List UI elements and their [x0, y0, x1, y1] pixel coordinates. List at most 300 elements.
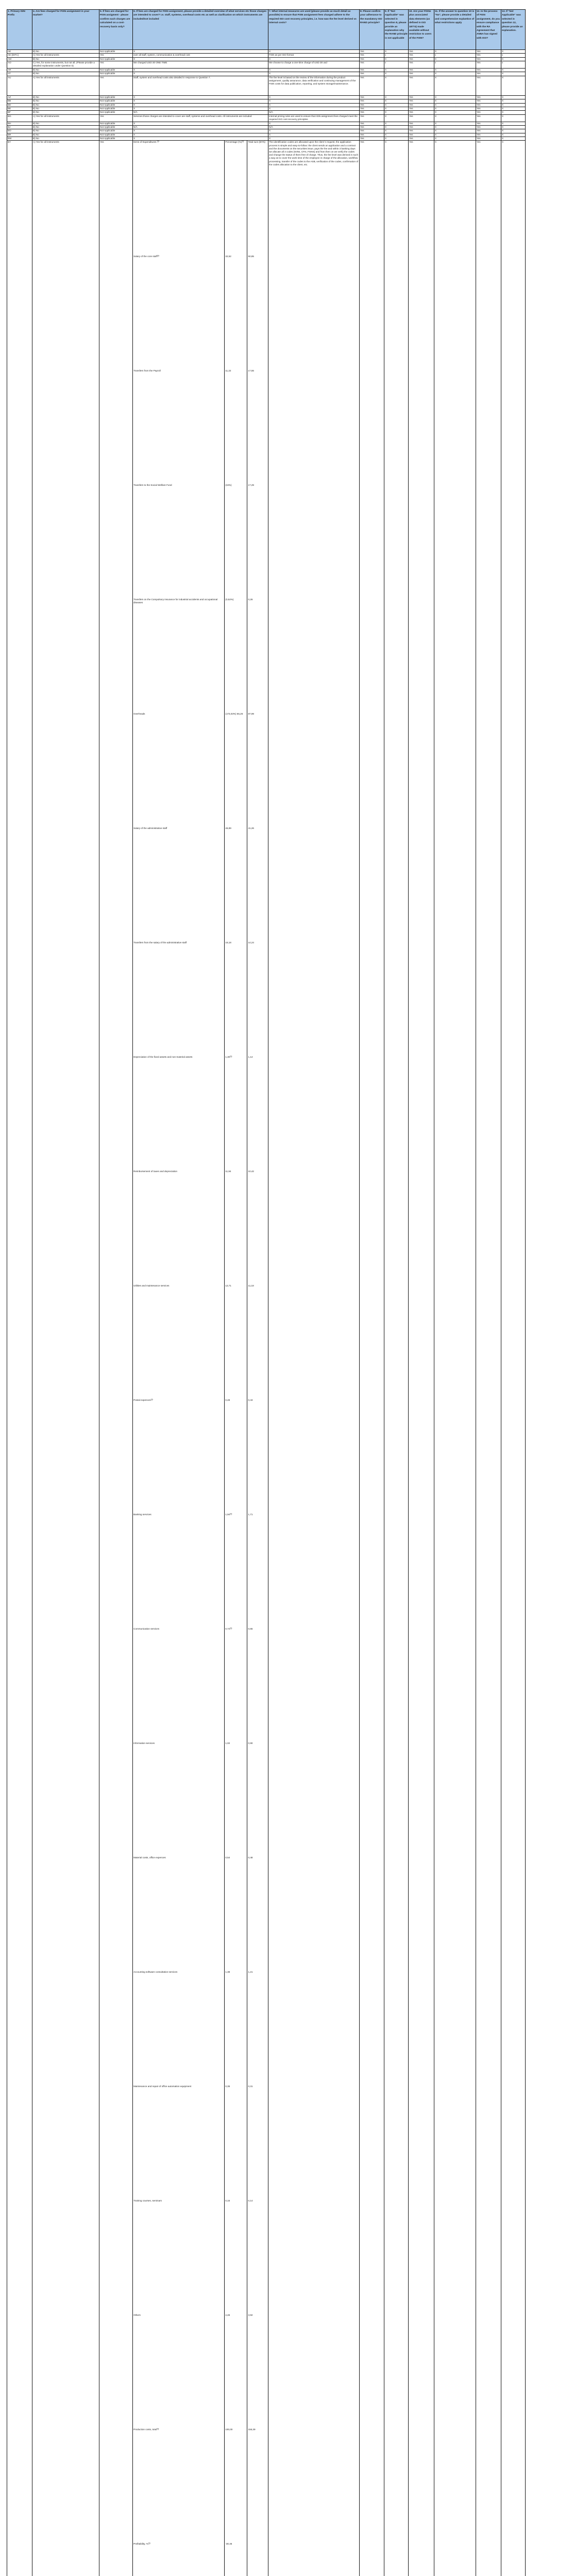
cell-q12[interactable]: Yes: [476, 133, 501, 137]
cell-isin-prefix[interactable]: BG: [7, 114, 32, 122]
cell-q12[interactable]: Yes: [476, 137, 501, 141]
cell-q7[interactable]: X: [268, 50, 360, 54]
cell-q10[interactable]: Yes: [409, 129, 434, 133]
expenditure-percentage: 16,18: [225, 941, 247, 1056]
cell-q11[interactable]: X: [434, 133, 476, 137]
cell-q7[interactable]: Internal pricing rules are used to ensure that ISIN assignment fees charged meet the required ISO cost recovery principles.: [268, 114, 360, 122]
expenditure-row: [133, 1513, 267, 1628]
cell-q7[interactable]: N/A: [268, 125, 360, 129]
cell-q8[interactable]: Yes: [360, 114, 384, 122]
cell-isin-prefix[interactable]: AE (DIFC): [7, 54, 32, 57]
cell-q7[interactable]: The fee level is based on the review of the information during the product assignment, quality assurance, data verification and continuing management of the FISN costs for data publication, reporting, and system storage/maintenance.: [268, 76, 360, 95]
cell-isin-prefix[interactable]: AR: [7, 68, 32, 72]
cell-q11[interactable]: X: [434, 103, 476, 107]
cell-q5[interactable]: Yes: [99, 76, 133, 95]
cell-q4[interactable]: A) Yes for all instruments: [32, 76, 99, 95]
table-body: [7, 50, 526, 2576]
expenditure-item: Salary of the administrative staff: [133, 827, 225, 941]
expenditure-item: Banking services: [133, 1513, 225, 1628]
expenditure-row: [133, 255, 267, 369]
cell-q4[interactable]: B) No: [32, 68, 99, 72]
cell-q13[interactable]: X: [501, 103, 526, 107]
cell-q6[interactable]: N/A: [133, 125, 268, 129]
cell-q6[interactable]: X: [133, 68, 268, 72]
cell-q10[interactable]: Yes: [409, 50, 434, 54]
cell-q7[interactable]: X: [268, 72, 360, 76]
header-q5: 5. If fees are charged for FISN assigment - please confirm such charges are calculated on a cost-recovery basis only?: [99, 10, 133, 50]
cell-q9[interactable]: X: [384, 129, 409, 133]
cell-q10[interactable]: Yes: [409, 125, 434, 129]
cell-q6[interactable]: X: [133, 103, 268, 107]
cell-q13[interactable]: X: [501, 99, 526, 103]
cell-q12[interactable]: Yes: [476, 68, 501, 72]
cell-q8[interactable]: Yes: [360, 57, 384, 61]
cell-q5[interactable]: Not Applicable: [99, 111, 133, 114]
cell-q9[interactable]: X: [384, 141, 409, 2576]
cell-q6[interactable]: X: [133, 57, 268, 61]
expenditure-total: 0,90: [247, 1742, 267, 1856]
cell-isin-prefix[interactable]: AE: [7, 50, 32, 54]
cell-isin-prefix[interactable]: BF: [7, 111, 32, 114]
expenditure-header-row: [133, 141, 267, 255]
expenditure-percentage: Percentage (%)⁇: [225, 141, 247, 255]
cell-q4[interactable]: A) Yes for all instruments: [32, 54, 99, 57]
cell-q12[interactable]: Yes: [476, 99, 501, 103]
cell-q4[interactable]: B) No: [32, 50, 99, 54]
expenditure-percentage: 0,16: [225, 2199, 247, 2314]
cell-q6[interactable]: Staff, system and overhead costs also detailed in response to Question 7.: [133, 76, 268, 95]
expenditure-percentage: 0,35: [225, 2085, 247, 2199]
cell-q6[interactable]: We charged USD 30 ONE TIME: [133, 61, 268, 69]
header-q13: 13. If "Not Applicable" was selected in question 12, please provide an explanation.: [501, 10, 526, 50]
cell-q11[interactable]: X: [434, 107, 476, 110]
cell-q4[interactable]: B) No: [32, 137, 99, 141]
survey-table: [7, 9, 526, 2576]
cell-q11[interactable]: X: [434, 125, 476, 129]
cell-q6[interactable]: N/A: [133, 111, 268, 114]
header-q6: 6. If fees are charged for FISN assignment, please provide a detailed overview of what services etc those charges are intended to cover? I.e. staff, systems, overhead costs etc as well as clarification on which instruments are included/not included: [133, 10, 268, 50]
cell-q11[interactable]: X: [434, 76, 476, 95]
expenditure-row: [133, 1170, 267, 1284]
cell-q5[interactable]: Yes: [99, 141, 133, 2576]
cell-isin-prefix[interactable]: AM: [7, 57, 32, 61]
table-row: [7, 111, 526, 114]
cell-q6[interactable]: X: [133, 107, 268, 110]
cell-isin-prefix[interactable]: AT: [7, 72, 32, 76]
cell-q5[interactable]: Not Applicable: [99, 137, 133, 141]
cell-q10[interactable]: Yes: [409, 137, 434, 141]
expenditure-total: 10,42: [247, 1170, 267, 1284]
cell-q7[interactable]: X: [268, 57, 360, 61]
cell-q12[interactable]: Yes: [476, 122, 501, 125]
cell-isin-prefix[interactable]: AU: [7, 76, 32, 95]
cell-q4[interactable]: B) No: [32, 107, 99, 110]
cell-isin-prefix[interactable]: BB: [7, 99, 32, 103]
cell-q13[interactable]: X: [501, 95, 526, 99]
cell-q7[interactable]: N/A: [268, 111, 360, 114]
cell-q4[interactable]: B) No: [32, 133, 99, 137]
expenditure-breakdown-table: [133, 141, 267, 2576]
cell-q9[interactable]: X: [384, 133, 409, 137]
cell-q4[interactable]: B) No: [32, 125, 99, 129]
cell-q10[interactable]: Yes: [409, 111, 434, 114]
table-row: [7, 57, 526, 61]
cell-q5[interactable]: Not Applicable: [99, 57, 133, 61]
cell-q12[interactable]: Yes: [476, 103, 501, 107]
cell-q6[interactable]: X: [133, 50, 268, 54]
expenditure-item: Maintenance and repair of office automation equipment: [133, 2085, 225, 2199]
cell-q9[interactable]: X: [384, 68, 409, 72]
cell-q7[interactable]: X: [268, 129, 360, 133]
cell-q10[interactable]: Yes: [409, 107, 434, 110]
cell-q8[interactable]: Yes: [360, 99, 384, 103]
cell-q6[interactable]: X: [133, 99, 268, 103]
table-row: [7, 103, 526, 107]
expenditure-row: [133, 2085, 267, 2199]
cell-q8[interactable]: Yes: [360, 68, 384, 72]
expenditure-total: 0,26: [247, 598, 267, 713]
cell-q13[interactable]: X: [501, 57, 526, 61]
table-row: [7, 125, 526, 129]
expenditure-percentage: 4,46: [225, 2314, 247, 2428]
expenditure-item: Items of Expenditures ⁇: [133, 141, 225, 255]
cell-q8[interactable]: Yes: [360, 95, 384, 99]
cell-q13[interactable]: X: [501, 72, 526, 76]
cell-q5[interactable]: Yes: [99, 114, 133, 122]
cell-q9[interactable]: X: [384, 103, 409, 107]
header-q11: 11. If the answer to question 10 is "No", please provide a detailed and comprehensive explantion of what restrictions apply: [434, 10, 476, 50]
cell-q11[interactable]: X: [434, 72, 476, 76]
cell-q10[interactable]: Yes: [409, 99, 434, 103]
expenditure-item: Transfers from the Payroll: [133, 369, 225, 484]
cell-isin-prefix[interactable]: BO: [7, 129, 32, 133]
table-row: [7, 95, 526, 99]
cell-q4[interactable]: A) Yes for all instruments: [32, 114, 99, 122]
cell-q12[interactable]: Yes: [476, 57, 501, 61]
expenditure-row: [133, 941, 267, 1056]
expenditure-row: [133, 1971, 267, 2085]
expenditure-item: Overheads: [133, 713, 225, 827]
cell-q9[interactable]: X: [384, 72, 409, 76]
cell-q8[interactable]: Yes: [360, 125, 384, 129]
cell-q13[interactable]: X: [501, 107, 526, 110]
cell-q8[interactable]: Yes: [360, 111, 384, 114]
cell-q9[interactable]: X: [384, 137, 409, 141]
header-q4: 4. Are fees charged for FISN assignment in your market?: [32, 10, 99, 50]
cell-q8[interactable]: Yes: [360, 107, 384, 110]
cell-q5[interactable]: Not Applicable: [99, 133, 133, 137]
cell-q13[interactable]: X: [501, 50, 526, 54]
expenditure-item: Transfers on the Compulsory insurance for industrial accidents and occupational diseases: [133, 598, 225, 713]
table-row: [7, 68, 526, 72]
expenditure-item: Production costs, total⁇: [133, 2428, 225, 2543]
cell-isin-prefix[interactable]: BD: [7, 103, 32, 107]
cell-isin-prefix[interactable]: BJ: [7, 125, 32, 129]
expenditure-percentage: (0,52%): [225, 598, 247, 713]
cell-q7[interactable]: We choose to charge a one-time charge of USD 30 usd: [268, 61, 360, 69]
cell-q13[interactable]: X: [501, 122, 526, 125]
cell-q9[interactable]: X: [384, 76, 409, 95]
cell-q11[interactable]: X: [434, 122, 476, 125]
cell-q11[interactable]: X: [434, 95, 476, 99]
expenditure-percentage: -30,46: [225, 2543, 247, 2576]
cell-q5[interactable]: Not Applicable: [99, 129, 133, 133]
table-row: [7, 129, 526, 133]
cell-q8[interactable]: Yes: [360, 129, 384, 133]
cell-q4[interactable]: B) No: [32, 129, 99, 133]
cell-q12[interactable]: Yes: [476, 114, 501, 122]
cell-q10[interactable]: Yes: [409, 61, 434, 69]
cell-q11[interactable]: x: [434, 54, 476, 57]
table-row: [7, 99, 526, 103]
expenditure-row: [133, 484, 267, 598]
cell-q13[interactable]: X: [501, 114, 526, 122]
cell-q9[interactable]: X: [384, 99, 409, 103]
expenditure-item: Transfers from the salary of the administrative staff: [133, 941, 225, 1056]
cell-q7[interactable]: X: [268, 137, 360, 141]
cell-q9[interactable]: X: [384, 50, 409, 54]
expenditure-row: [133, 369, 267, 484]
cell-q10[interactable]: Yes: [409, 133, 434, 137]
expenditure-percentage: 0,74⁇: [225, 1628, 247, 1742]
cell-isin-prefix[interactable]: BH: [7, 122, 32, 125]
cell-q7[interactable]: The identification codes are allocated upon the client`s request, the application process is simple and easy-to-follow: the client sends an application and a contract and the documents on the securities issue, pays the fee and within 3 banking days we allocate all 3 codes (ISINs, CFIs, FISNs) and from then on we verify the codes and change the status of them free of charge. Thus, the fee level was derived in such a way as to cover the work time of the employee in charge of the allocation, workflow processing, transfer of the codes to the ASB, verification of the codes, confirmation of the codes allocation to the client, etc.: [268, 141, 360, 2576]
expenditure-percentage: 11,22: [225, 369, 247, 484]
cell-q4[interactable]: B) No: [32, 95, 99, 99]
expenditure-row: [133, 1056, 267, 1170]
cell-q9[interactable]: X: [384, 57, 409, 61]
cell-q4[interactable]: C) Yes, for some instruments, but not all. (Please provide a detailed explanation under Question 5): [32, 61, 99, 69]
cell-q6[interactable]: X: [133, 133, 268, 137]
expenditure-total: 0,43: [247, 1399, 267, 1513]
cell-q12[interactable]: Yes: [476, 111, 501, 114]
cell-q12[interactable]: Yes: [476, 107, 501, 110]
cell-q9[interactable]: X: [384, 122, 409, 125]
expenditure-item: Salary of the core staff⁇: [133, 255, 225, 369]
expenditure-row: [133, 827, 267, 941]
cell-q6[interactable]: over all staff, system, communication & overhead cost: [133, 54, 268, 57]
cell-q13[interactable]: X: [501, 111, 526, 114]
cell-q4[interactable]: A) Yes for all instruments: [32, 141, 99, 2576]
cell-q9[interactable]: X: [384, 125, 409, 129]
expenditure-total: 17,29: [247, 484, 267, 598]
cell-q9[interactable]: x: [384, 61, 409, 69]
table-row: [7, 107, 526, 110]
cell-q13[interactable]: X: [501, 76, 526, 95]
cell-q7[interactable]: X: [268, 107, 360, 110]
expenditure-percentage: 1,30⁇: [225, 1056, 247, 1170]
cell-q11[interactable]: X: [434, 114, 476, 122]
cell-q5[interactable]: Yes: [99, 54, 133, 57]
expenditure-item: Postal expences⁇: [133, 1399, 225, 1513]
cell-q8[interactable]: Yes: [360, 103, 384, 107]
cell-q6[interactable]: X: [133, 72, 268, 76]
cell-q11[interactable]: X: [434, 57, 476, 61]
table-row: [7, 61, 526, 69]
cell-q8[interactable]: Yes: [360, 54, 384, 57]
cell-q10[interactable]: Yes: [409, 141, 434, 2576]
cell-isin-prefix[interactable]: AO: [7, 61, 32, 69]
expenditure-item: Reimbursement of taxes and depreciation: [133, 1170, 225, 1284]
cell-q8[interactable]: Yes: [360, 76, 384, 95]
table-row: [7, 72, 526, 76]
table-row: [7, 122, 526, 125]
expenditure-row: [133, 2428, 267, 2543]
cell-q9[interactable]: X: [384, 107, 409, 110]
cell-q4[interactable]: B) No: [32, 72, 99, 76]
expenditure-item: Material costs, office expences: [133, 1856, 225, 1971]
cell-q6[interactable]: [133, 141, 268, 2576]
expenditure-total: 156,39: [247, 2428, 267, 2543]
expenditure-percentage: 11,84: [225, 1170, 247, 1284]
cell-q11[interactable]: X: [434, 99, 476, 103]
expenditure-item: Accounting software consultation services: [133, 1971, 225, 2085]
cell-q7[interactable]: X: [268, 95, 360, 99]
cell-q5[interactable]: Not Applicable: [99, 50, 133, 54]
cell-q10[interactable]: Yes: [409, 103, 434, 107]
expenditure-row: [133, 713, 267, 827]
cell-q11[interactable]: X: [434, 129, 476, 133]
cell-q11[interactable]: X: [434, 137, 476, 141]
cell-q13[interactable]: X: [501, 125, 526, 129]
cell-q12[interactable]: Yes: [476, 72, 501, 76]
expenditure-row: [133, 598, 267, 713]
cell-q5[interactable]: Not Applicable: [99, 103, 133, 107]
expenditure-total: 3,92: [247, 2314, 267, 2428]
cell-q13[interactable]: x: [501, 61, 526, 69]
cell-q13[interactable]: x: [501, 54, 526, 57]
cell-q10[interactable]: Yes: [409, 57, 434, 61]
header-q8: 8. Please confirm your adherance to the mandatory ISO RAND principle?: [360, 10, 384, 50]
cell-q12[interactable]: Yes: [476, 129, 501, 133]
cell-isin-prefix[interactable]: BR: [7, 133, 32, 137]
cell-q11[interactable]: X: [434, 141, 476, 2576]
cell-q9[interactable]: X: [384, 114, 409, 122]
cell-q6[interactable]: Services those charges are intended to cover are staff, systems and overhead costs. All instruments are included: [133, 114, 268, 122]
cell-q7[interactable]: X: [268, 103, 360, 107]
cell-isin-prefix[interactable]: BY: [7, 141, 32, 2576]
cell-q6[interactable]: X: [133, 137, 268, 141]
expenditure-item: Profitability, %⁇: [133, 2543, 225, 2576]
cell-q6[interactable]: X: [133, 122, 268, 125]
expenditure-row: [133, 2543, 267, 2576]
cell-q12[interactable]: Yes: [476, 95, 501, 99]
cell-q5[interactable]: Yes: [99, 61, 133, 69]
cell-q8[interactable]: Yes: [360, 61, 384, 69]
cell-q8[interactable]: Yes: [360, 137, 384, 141]
expenditure-percentage: 0,54: [225, 1856, 247, 1971]
cell-q10[interactable]: Yes: [409, 54, 434, 57]
cell-q6[interactable]: X: [133, 129, 268, 133]
cell-q13[interactable]: X: [501, 129, 526, 133]
cell-q13[interactable]: X: [501, 133, 526, 137]
cell-q12[interactable]: Yes: [476, 141, 501, 2576]
table-row: [7, 133, 526, 137]
cell-q9[interactable]: X: [384, 111, 409, 114]
cell-q11[interactable]: X: [434, 50, 476, 54]
cell-isin-prefix[interactable]: BE: [7, 107, 32, 110]
cell-q5[interactable]: Not Applicable: [99, 72, 133, 76]
cell-q11[interactable]: x: [434, 61, 476, 69]
cell-q7[interactable]: X: [268, 122, 360, 125]
expenditure-total: 1,14: [247, 1056, 267, 1170]
expenditure-row: [133, 1399, 267, 1513]
cell-q10[interactable]: Yes: [409, 68, 434, 72]
cell-isin-prefix[interactable]: BW: [7, 137, 32, 141]
cell-q10[interactable]: Yes: [409, 76, 434, 95]
expenditure-total: 0,65: [247, 1628, 267, 1742]
cell-q8[interactable]: Yes: [360, 133, 384, 137]
table-row: [7, 54, 526, 57]
cell-q7[interactable]: X: [268, 99, 360, 103]
header-isin-prefix: 1. Primary ISIN Prefix: [7, 10, 32, 50]
cell-q6[interactable]: X: [133, 95, 268, 99]
cell-q4[interactable]: B) No: [32, 103, 99, 107]
cell-q5[interactable]: Not Applicable: [99, 68, 133, 72]
cell-q4[interactable]: B) No: [32, 122, 99, 125]
cell-q4[interactable]: B) No: [32, 111, 99, 114]
cell-q5[interactable]: Not Applicable: [99, 122, 133, 125]
cell-q13[interactable]: X: [501, 68, 526, 72]
cell-q12[interactable]: Yes: [476, 61, 501, 69]
expenditure-percentage: (173,03%) 56,26: [225, 713, 247, 827]
expenditure-total: 87,99: [247, 713, 267, 827]
expenditure-total: Total sum (BYN): [247, 141, 267, 255]
cell-q5[interactable]: Not Applicable: [99, 125, 133, 129]
cell-q12[interactable]: Yes: [476, 54, 501, 57]
spreadsheet: [7, 9, 526, 2576]
cell-q11[interactable]: X: [434, 68, 476, 72]
cell-q4[interactable]: B) No: [32, 99, 99, 103]
cell-isin-prefix[interactable]: AZ: [7, 95, 32, 99]
cell-q12[interactable]: Yes: [476, 76, 501, 95]
expenditure-percentage: 32,52: [225, 255, 247, 369]
header-q10: 10. Are your FISNs plus associated data elements (as defined in ISO 18774) made available without restriction to users of the FISN?: [409, 10, 434, 50]
cell-q10[interactable]: Yes: [409, 95, 434, 99]
cell-q8[interactable]: Yes: [360, 122, 384, 125]
expenditure-percentage: 0,49: [225, 1399, 247, 1513]
cell-q13[interactable]: X: [501, 137, 526, 141]
cell-q5[interactable]: Not Applicable: [99, 107, 133, 110]
header-q9: 9. If "Not Applicable" was selected in question 8, please provide an explanation why the RAND principle is not applicable: [384, 10, 409, 50]
cell-q10[interactable]: Yes: [409, 114, 434, 122]
cell-q4[interactable]: B) No: [32, 57, 99, 61]
cell-q10[interactable]: Yes: [409, 72, 434, 76]
cell-q5[interactable]: Not Applicable: [99, 99, 133, 103]
cell-q8[interactable]: Yes: [360, 141, 384, 2576]
cell-q7[interactable]: X: [268, 133, 360, 137]
cell-q8[interactable]: Yes: [360, 50, 384, 54]
expenditure-row: [133, 2314, 267, 2428]
expenditure-item: Training courses, seminars: [133, 2199, 225, 2314]
cell-q12[interactable]: Yes: [476, 50, 501, 54]
cell-q9[interactable]: x: [384, 54, 409, 57]
expenditure-item: Communication services: [133, 1628, 225, 1742]
cell-q9[interactable]: X: [384, 95, 409, 99]
cell-q7[interactable]: X: [268, 68, 360, 72]
expenditure-total: 50,85: [247, 255, 267, 369]
cell-q12[interactable]: Yes: [476, 125, 501, 129]
cell-q5[interactable]: Not Applicable: [99, 95, 133, 99]
cell-q11[interactable]: X: [434, 111, 476, 114]
expenditure-total: [247, 2543, 267, 2576]
cell-q8[interactable]: Yes: [360, 72, 384, 76]
expenditure-row: [133, 1742, 267, 1856]
cell-q10[interactable]: Yes: [409, 122, 434, 125]
table-row: [7, 114, 526, 122]
cell-q7[interactable]: FISN as per ISO format: [268, 54, 360, 57]
cell-q13[interactable]: X: [501, 141, 526, 2576]
